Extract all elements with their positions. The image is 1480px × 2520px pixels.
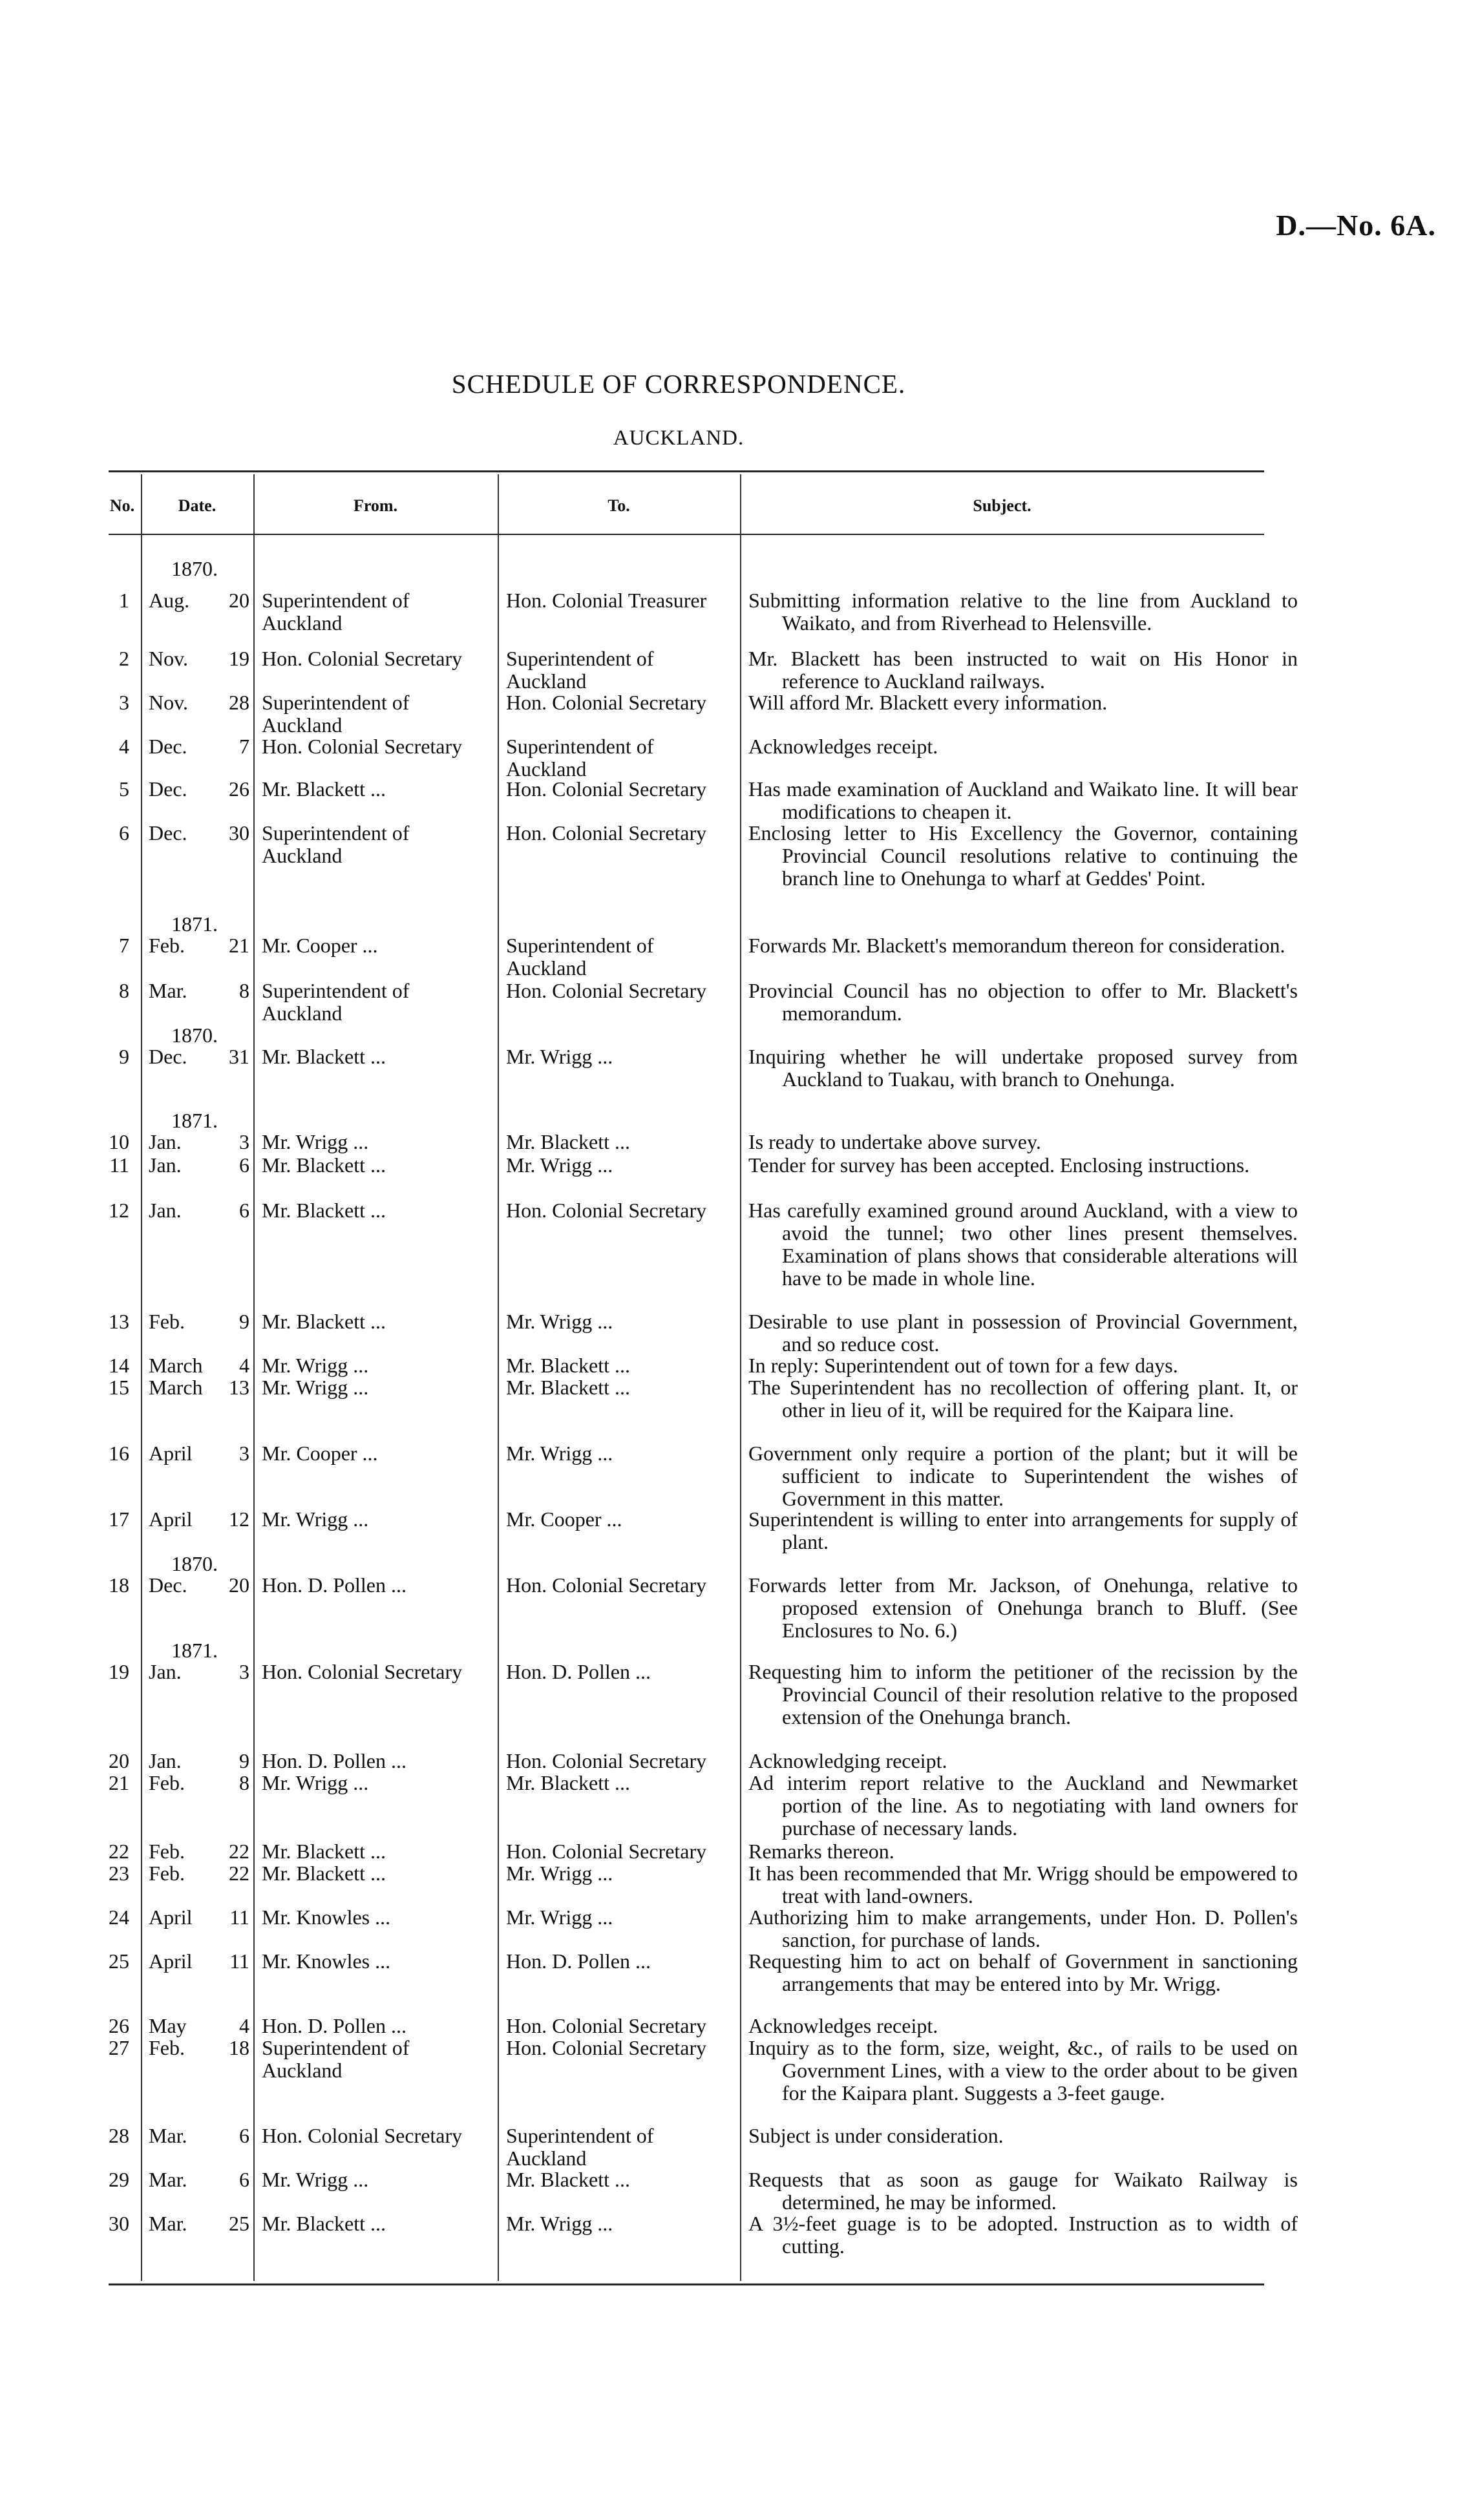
to-recipient: Mr. Blackett ... (506, 1771, 630, 1794)
header-underline-rule (109, 534, 1264, 535)
subject-text: Subject is under consideration. (748, 2124, 1004, 2147)
date-day: 8 (239, 979, 249, 1002)
date-month: Jan. (149, 1153, 182, 1177)
to-recipient: Hon. Colonial Treasurer (506, 589, 707, 612)
from-sender: Hon. Colonial Secretary (262, 1660, 463, 1683)
date-day: 7 (239, 735, 249, 758)
to-recipient: Hon. D. Pollen ... (506, 1949, 651, 1973)
date-day: 19 (229, 647, 249, 670)
date-month: Feb. (149, 2036, 185, 2059)
entry-number: 18 (109, 1573, 129, 1597)
entry-number: 23 (109, 1862, 129, 1885)
table-top-rule (109, 470, 1264, 472)
entry-number: 8 (119, 979, 129, 1002)
date-day: 26 (229, 777, 249, 801)
from-sender: Mr. Blackett ... (262, 1045, 386, 1068)
from-sender: Mr. Blackett ... (262, 777, 386, 801)
entry-number: 2 (119, 647, 129, 670)
to-recipient: Mr. Wrigg ... (506, 1310, 613, 1333)
from-sender: Hon. D. Pollen ... (262, 1573, 407, 1597)
date-month: Feb. (149, 1771, 185, 1794)
from-sender: Hon. D. Pollen ... (262, 2014, 407, 2037)
column-divider (498, 474, 499, 2281)
entry-number: 16 (109, 1442, 129, 1465)
from-sender: Mr. Wrigg ... (262, 1354, 369, 1377)
from-sender: Hon. D. Pollen ... (262, 1749, 407, 1772)
date-month: Dec. (149, 821, 187, 845)
subject-text: Acknowledges receipt. (748, 2014, 938, 2037)
date-day: 6 (239, 1153, 249, 1177)
date-day: 11 (229, 1949, 249, 1973)
from-sender: Mr. Cooper ... (262, 934, 378, 957)
date-year: 1870. (171, 557, 218, 580)
date-day: 21 (229, 934, 249, 957)
from-sender: Mr. Blackett ... (262, 1199, 386, 1222)
to-recipient: Mr. Wrigg ... (506, 1153, 613, 1177)
to-recipient: Hon. Colonial Secretary (506, 2036, 707, 2059)
to-recipient: Mr. Blackett ... (506, 1130, 630, 1153)
entry-number: 5 (119, 777, 129, 801)
date-day: 22 (229, 1840, 249, 1863)
date-day: 4 (239, 2014, 249, 2037)
entry-number: 27 (109, 2036, 129, 2059)
entry-number: 25 (109, 1949, 129, 1973)
from-sender: Mr. Knowles ... (262, 1949, 391, 1973)
entry-number: 13 (109, 1310, 129, 1333)
from-sender: Hon. Colonial Secretary (262, 2124, 463, 2147)
date-day: 6 (239, 2124, 249, 2147)
subject-text: It has been recommended that Mr. Wrigg should be empowered to treat with land-owners. (748, 1862, 1298, 1907)
to-recipient: Mr. Wrigg ... (506, 1442, 613, 1465)
date-month: Dec. (149, 1573, 187, 1597)
entry-number: 15 (109, 1376, 129, 1399)
to-recipient: Mr. Wrigg ... (506, 1906, 613, 1929)
date-month: Dec. (149, 1045, 187, 1068)
entry-number: 10 (109, 1130, 129, 1153)
subject-text: A 3½-feet guage is to be adopted. Instruction as to width of cutting. (748, 2212, 1298, 2258)
date-day: 22 (229, 1862, 249, 1885)
date-month: Jan. (149, 1749, 182, 1772)
from-sender: Mr. Blackett ... (262, 1310, 386, 1333)
date-day: 30 (229, 821, 249, 845)
column-header-date: Date. (178, 496, 217, 515)
date-day: 20 (229, 1573, 249, 1597)
column-divider (141, 474, 142, 2281)
date-month: Aug. (149, 589, 190, 612)
subject-text: Forwards Mr. Blackett's memorandum thereon for consideration. (748, 934, 1285, 957)
date-day: 9 (239, 1310, 249, 1333)
entry-number: 1 (119, 589, 129, 612)
to-recipient: Mr. Blackett ... (506, 1354, 630, 1377)
subject-text: Ad interim report relative to the Auckland and Newmarket portion of the line. As to negotiating with land owners for purchase of necessary lands. (748, 1771, 1298, 1840)
subject-text: Provincial Council has no objection to offer to Mr. Blackett's memorandum. (748, 979, 1298, 1025)
to-recipient: Hon. Colonial Secretary (506, 1749, 707, 1772)
entry-number: 17 (109, 1507, 129, 1531)
date-month: Dec. (149, 735, 187, 758)
subject-text: Mr. Blackett has been instructed to wait on His Honor in reference to Auckland railways. (748, 647, 1298, 693)
date-month: Jan. (149, 1199, 182, 1222)
date-day: 3 (239, 1442, 249, 1465)
date-day: 12 (229, 1507, 249, 1531)
entry-number: 9 (119, 1045, 129, 1068)
date-month: Dec. (149, 777, 187, 801)
date-month: May (149, 2014, 187, 2037)
to-recipient: Mr. Wrigg ... (506, 1045, 613, 1068)
date-month: Mar. (149, 979, 187, 1002)
to-recipient: Hon. Colonial Secretary (506, 821, 707, 845)
subject-text: Remarks thereon. (748, 1840, 894, 1863)
date-month: Feb. (149, 1840, 185, 1863)
from-sender: Superintendent of Auckland (262, 589, 410, 635)
from-sender: Mr. Blackett ... (262, 2212, 386, 2235)
table-bottom-rule (109, 2284, 1264, 2285)
date-year: 1871. (171, 912, 218, 936)
date-month: April (149, 1906, 193, 1929)
date-year: 1871. (171, 1109, 218, 1132)
date-year: 1871. (171, 1639, 218, 1662)
date-day: 4 (239, 1354, 249, 1377)
date-year: 1870. (171, 1024, 218, 1047)
date-month: Feb. (149, 934, 185, 957)
subject-text: Authorizing him to make arrangements, under Hon. D. Pollen's sanction, for purchase of lands. (748, 1906, 1298, 1951)
date-month: April (149, 1442, 193, 1465)
page-subtitle: AUCKLAND. (613, 426, 745, 450)
date-day: 6 (239, 1199, 249, 1222)
date-month: April (149, 1507, 193, 1531)
date-month: Feb. (149, 1862, 185, 1885)
to-recipient: Hon. Colonial Secretary (506, 777, 707, 801)
to-recipient: Hon. Colonial Secretary (506, 1840, 707, 1863)
subject-text: Desirable to use plant in possession of Provincial Government, and so reduce cost. (748, 1310, 1298, 1356)
date-month: Feb. (149, 1310, 185, 1333)
column-header-to: To. (608, 496, 630, 515)
from-sender: Mr. Blackett ... (262, 1840, 386, 1863)
date-day: 3 (239, 1130, 249, 1153)
from-sender: Mr. Blackett ... (262, 1153, 386, 1177)
date-day: 11 (229, 1906, 249, 1929)
date-month: Jan. (149, 1660, 182, 1683)
date-day: 3 (239, 1660, 249, 1683)
date-month: April (149, 1949, 193, 1973)
entry-number: 19 (109, 1660, 129, 1683)
subject-text: Requests that as soon as gauge for Waikato Railway is determined, he may be informed. (748, 2168, 1298, 2214)
from-sender: Mr. Wrigg ... (262, 1130, 369, 1153)
subject-text: Is ready to undertake above survey. (748, 1130, 1041, 1153)
column-divider (253, 474, 255, 2281)
entry-number: 12 (109, 1199, 129, 1222)
to-recipient: Superintendent of Auckland (506, 2124, 654, 2170)
entry-number: 20 (109, 1749, 129, 1772)
from-sender: Mr. Wrigg ... (262, 2168, 369, 2191)
to-recipient: Mr. Wrigg ... (506, 1862, 613, 1885)
date-day: 28 (229, 691, 249, 714)
to-recipient: Hon. Colonial Secretary (506, 2014, 707, 2037)
date-month: Mar. (149, 2124, 187, 2147)
column-header-from: From. (353, 496, 398, 515)
subject-text: Has carefully examined ground around Auckland, with a view to avoid the tunnel; two other lines present themselves. Examination of plans shows that considerable alterations will have to be made in whole line. (748, 1199, 1298, 1290)
column-header-no: No. (109, 496, 135, 515)
subject-text: Inquiring whether he will undertake proposed survey from Auckland to Tuakau, with branch to Onehunga. (748, 1045, 1298, 1091)
subject-text: Superintendent is willing to enter into arrangements for supply of plant. (748, 1507, 1298, 1553)
entry-number: 28 (109, 2124, 129, 2147)
entry-number: 4 (119, 735, 129, 758)
to-recipient: Hon. Colonial Secretary (506, 1199, 707, 1222)
entry-number: 30 (109, 2212, 129, 2235)
entry-number: 7 (119, 934, 129, 957)
date-month: March (149, 1354, 203, 1377)
from-sender: Hon. Colonial Secretary (262, 647, 463, 670)
to-recipient: Mr. Blackett ... (506, 1376, 630, 1399)
date-day: 18 (229, 2036, 249, 2059)
date-month: Jan. (149, 1130, 182, 1153)
entry-number: 14 (109, 1354, 129, 1377)
document-reference: D.—No. 6A. (1276, 209, 1436, 242)
from-sender: Mr. Wrigg ... (262, 1507, 369, 1531)
subject-text: Enclosing letter to His Excellency the Governor, containing Provincial Council resolutions relative to continuing the branch line to Onehunga to wharf at Geddes' Point. (748, 821, 1298, 890)
date-month: Nov. (149, 647, 189, 670)
to-recipient: Hon. Colonial Secretary (506, 691, 707, 714)
from-sender: Hon. Colonial Secretary (262, 735, 463, 758)
entry-number: 26 (109, 2014, 129, 2037)
date-day: 31 (229, 1045, 249, 1068)
subject-text: Government only require a portion of the plant; but it will be sufficient to indicate to Superintendent the wishes of Government in this matter. (748, 1442, 1298, 1510)
to-recipient: Hon. D. Pollen ... (506, 1660, 651, 1683)
subject-text: Forwards letter from Mr. Jackson, of Onehunga, relative to proposed extension of Onehunga branch to Bluff. (See Enclosures to No. 6.) (748, 1573, 1298, 1642)
from-sender: Mr. Wrigg ... (262, 1771, 369, 1794)
date-day: 25 (229, 2212, 249, 2235)
to-recipient: Mr. Blackett ... (506, 2168, 630, 2191)
to-recipient: Mr. Cooper ... (506, 1507, 622, 1531)
entry-number: 6 (119, 821, 129, 845)
column-header-subject: Subject. (973, 496, 1031, 515)
to-recipient: Hon. Colonial Secretary (506, 1573, 707, 1597)
to-recipient: Hon. Colonial Secretary (506, 979, 707, 1002)
subject-text: Inquiry as to the form, size, weight, &c., of rails to be used on Government Lines, with a view to the order about to be given for the Kaipara plant. Suggests a 3-feet gauge. (748, 2036, 1298, 2105)
date-day: 8 (239, 1771, 249, 1794)
date-month: Nov. (149, 691, 189, 714)
subject-text: Requesting him to inform the petitioner of the recission by the Provincial Council of their resolution relative to the proposed extension of the Onehunga branch. (748, 1660, 1298, 1728)
to-recipient: Superintendent of Auckland (506, 647, 654, 693)
from-sender: Superintendent of Auckland (262, 821, 410, 867)
to-recipient: Superintendent of Auckland (506, 735, 654, 781)
subject-text: Tender for survey has been accepted. Enclosing instructions. (748, 1153, 1250, 1177)
subject-text: The Superintendent has no recollection of offering plant. It, or other in lieu of it, will be required for the Kaipara line. (748, 1376, 1298, 1422)
subject-text: Will afford Mr. Blackett every information. (748, 691, 1108, 714)
to-recipient: Superintendent of Auckland (506, 934, 654, 980)
date-day: 13 (229, 1376, 249, 1399)
entry-number: 21 (109, 1771, 129, 1794)
date-day: 20 (229, 589, 249, 612)
to-recipient: Mr. Wrigg ... (506, 2212, 613, 2235)
entry-number: 22 (109, 1840, 129, 1863)
subject-text: In reply: Superintendent out of town for a few days. (748, 1354, 1178, 1377)
from-sender: Mr. Cooper ... (262, 1442, 378, 1465)
subject-text: Acknowledges receipt. (748, 735, 938, 758)
date-year: 1870. (171, 1552, 218, 1575)
subject-text: Requesting him to act on behalf of Government in sanctioning arrangements that may be entered into by Mr. Wrigg. (748, 1949, 1298, 1995)
from-sender: Mr. Wrigg ... (262, 1376, 369, 1399)
entry-number: 24 (109, 1906, 129, 1929)
entry-number: 3 (119, 691, 129, 714)
page-title: SCHEDULE OF CORRESPONDENCE. (451, 369, 906, 399)
from-sender: Mr. Knowles ... (262, 1906, 391, 1929)
subject-text: Submitting information relative to the line from Auckland to Waikato, and from Riverhead to Helensville. (748, 589, 1298, 635)
date-day: 9 (239, 1749, 249, 1772)
subject-text: Acknowledging receipt. (748, 1749, 947, 1772)
date-month: March (149, 1376, 203, 1399)
entry-number: 11 (109, 1153, 129, 1177)
from-sender: Mr. Blackett ... (262, 1862, 386, 1885)
subject-text: Has made examination of Auckland and Waikato line. It will bear modifications to cheapen it. (748, 777, 1298, 823)
date-month: Mar. (149, 2168, 187, 2191)
from-sender: Superintendent of Auckland (262, 979, 410, 1025)
entry-number: 29 (109, 2168, 129, 2191)
date-month: Mar. (149, 2212, 187, 2235)
from-sender: Superintendent of Auckland (262, 691, 410, 737)
from-sender: Superintendent of Auckland (262, 2036, 410, 2082)
date-day: 6 (239, 2168, 249, 2191)
column-divider (740, 474, 741, 2281)
